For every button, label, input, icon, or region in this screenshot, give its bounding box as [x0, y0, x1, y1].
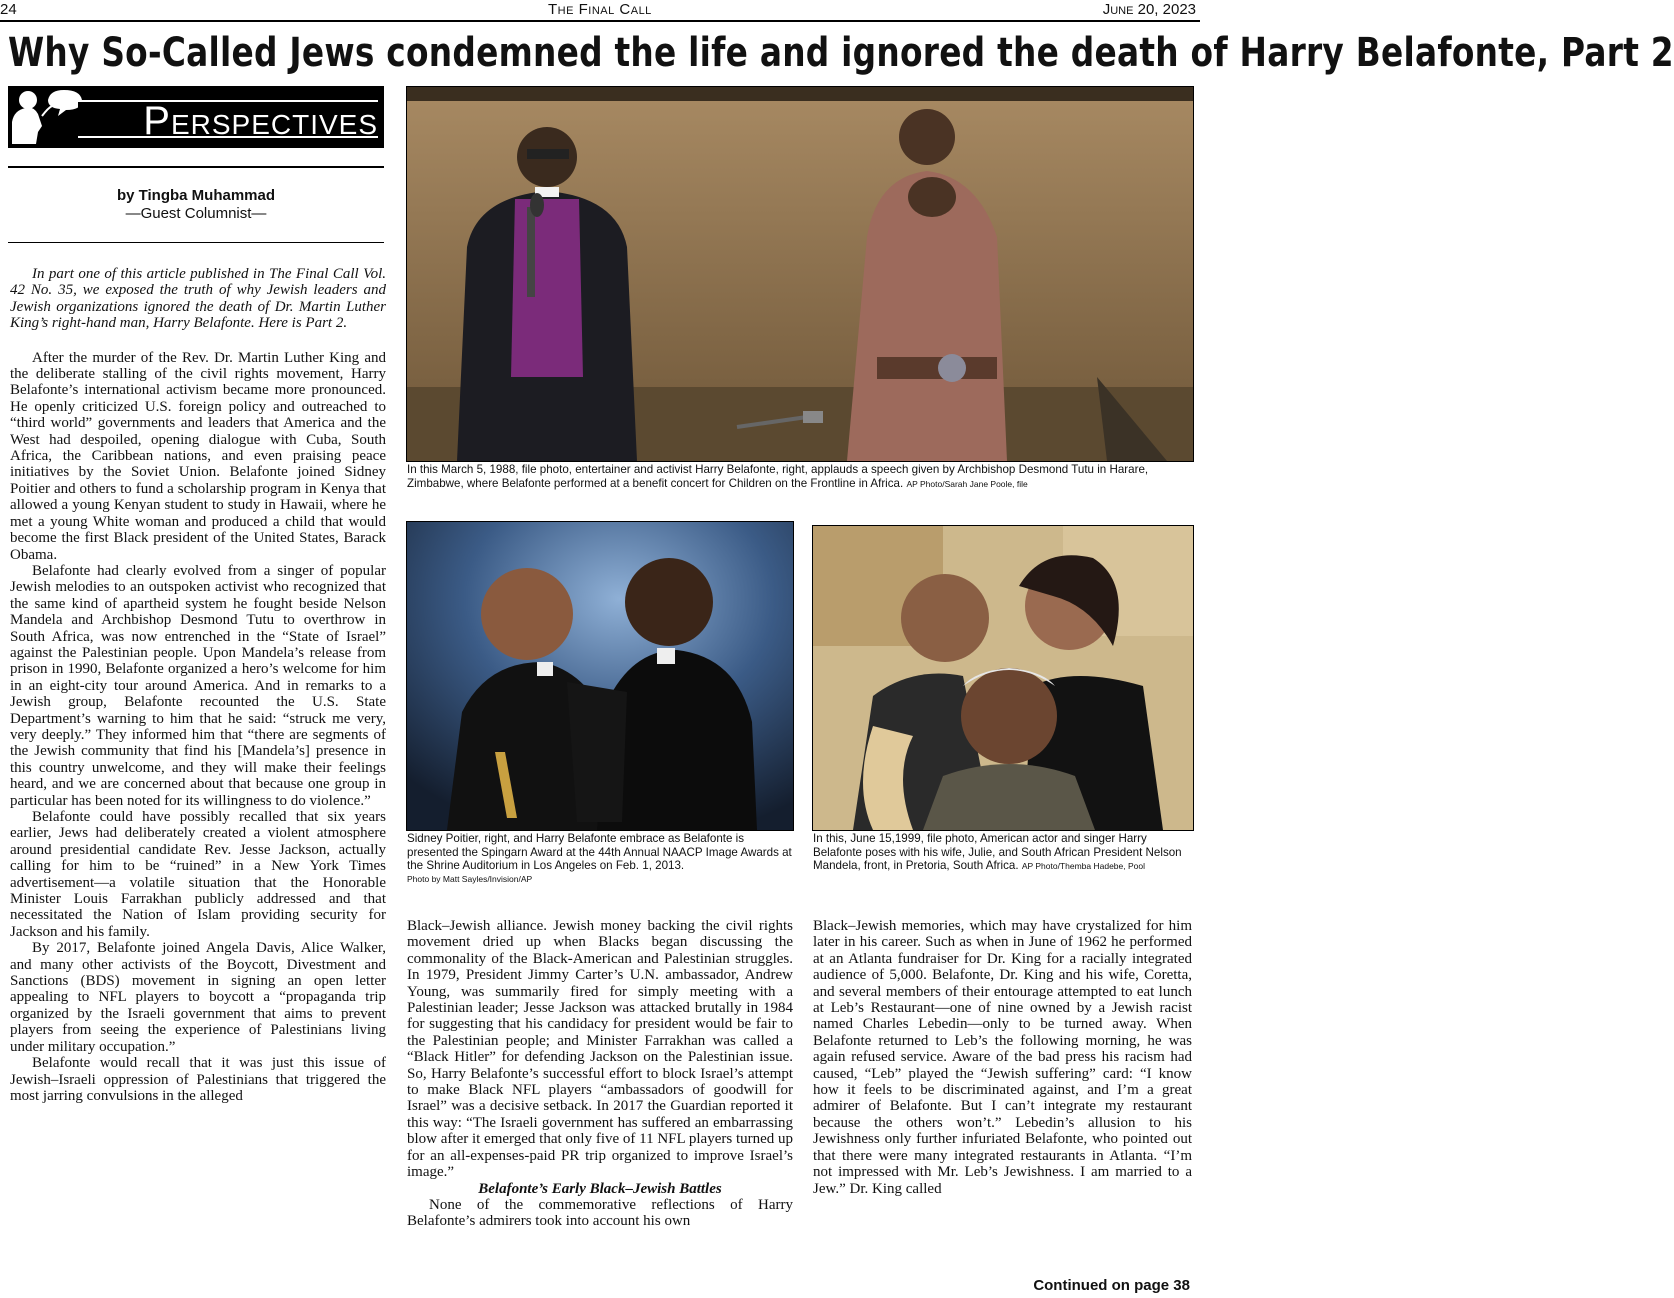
article-paragraph: Belafonte could have possibly recalled that six years earlier, Jews had deliberately created a violent atmosphere around presidential candidate Rev. Jesse Jackson, actually calling for him to be “ruined” in a New York Times advertisement—a volatile situation that the Honorable Minister Louis Farrakhan publicly addressed and that necessitated the Nation of Islam providing security for Jackson and his family. [10, 809, 386, 940]
article-column-2 [407, 918, 793, 1230]
logo-rule [8, 166, 384, 168]
byline [8, 187, 384, 223]
photo-caption-left [407, 832, 793, 886]
issue-date: June 20, 2023 [1102, 1, 1196, 18]
article-column-3 [813, 918, 1192, 1197]
logo-wordmark: Perspectives [78, 100, 378, 138]
article-column-1 [10, 266, 386, 1104]
article-paragraph: Belafonte had clearly evolved from a singer of popular Jewish melodies to an outspoken activist who recognized that the same kind of apartheid system he fought beside Nelson Mandela and Archbishop Desmond Tutu to overthrow in South Africa, was now entrenched in the “State of Israel” against the Palestinian people. Upon Mandela’s release from prison in 1990, Belafonte organized a hero’s welcome for him in an eight-city tour around America. And in remarks to a Jewish group, Belafonte recounted the U.S. State Department’s warning to him that he said: “struck me very, very deeply.” They informed him that “there are segments of the Jewish community that find his [Mandela’s] presence in this country unwelcome, and they will make their feelings heard, and we are concerned about that because one group in particular has been noted for its willingness to do violence.” [10, 562, 386, 809]
byline-rule [8, 242, 384, 243]
caption-text: Sidney Poitier, right, and Harry Belafonte embrace as Belafonte is presented the Spingarn Award at the 44th Annual NAACP Image Awards at the Shrine Auditorium in Los Angeles on Feb. 1, 2013. [407, 832, 792, 873]
photo-credit: AP Photo/Themba Hadebe, Pool [1021, 861, 1145, 872]
article-intro: In part one of this article published in The Final Call Vol. 42 No. 35, we exposed the truth of why Jewish leaders and Jewish organizations ignored the death of Dr. Martin Luther King’s right-hand man, Harry Belafonte. Here is Part 2. [10, 266, 386, 332]
photo-credit: Photo by Matt Sayles/Invision/AP [407, 873, 533, 884]
photo-belafonte-mandela [812, 525, 1194, 831]
photo-caption-right [813, 832, 1193, 874]
caption-text: In this, June 15,1999, file photo, American actor and singer Harry Belafonte poses with his wife, Julie, and South African President Nelson Mandela, front, in Pretoria, South Africa. [813, 832, 1182, 873]
photo-belafonte-tutu [406, 86, 1194, 462]
caption-text: In this March 5, 1988, file photo, entertainer and activist Harry Belafonte, right, applauds a speech given by Archbishop Desmond Tutu in Harare, Zimbabwe, where Belafonte performed at a benefit concert for Children on the Frontline in Africa. [407, 463, 1149, 490]
continued-link[interactable]: Continued on page 38 [1033, 1277, 1190, 1294]
article-headline: Why So-Called Jews condemned the life and ignored the death of Harry Belafonte, Part 2 [8, 30, 1674, 76]
photo-caption-top [407, 463, 1193, 491]
photo-poitier-belafonte [406, 521, 794, 831]
author-role: —Guest Columnist— [125, 205, 267, 222]
article-paragraph: Black–Jewish memories, which may have crystalized for him later in his career. Such as when in June of 1962 he performed at an Atlanta fundraiser for Dr. King for a racially integrated audience of 5,000. Belafonte, Dr. King and his wife, Coretta, and several members of their entourage attempted to eat lunch at Leb’s Restaurant—one of nine owned by a Jewish racist named Charles Lebedin—only to be turned away. When Belafonte returned to Leb’s the following morning, he was again refused service. Aware of the bad press his racism had caused, “Leb” played the “Jewish suffering” card: “I know how it feels to be discriminated against, and I’m a great admirer of Belafonte. But I can’t integrate my restaurant because the others won’t.” Lebedin’s allusion to his Jewishness only further infuriated Belafonte, who pointed out that there were many integrated restaurants in Atlanta. “I’m not impressed with Mr. Leb’s Jewishness. I am married to a Jew.” Dr. King called [813, 918, 1192, 1197]
article-paragraph: After the murder of the Rev. Dr. Martin Luther King and the deliberate stalling of the civil rights movement, Harry Belafonte’s international activism became more pronounced. He openly criticized U.S. foreign policy and outreached to “third world” governments and leaders that America and the West had despoiled, opening dialogue with Cuba, South Africa, the Caribbean nations, and even praising peace initiatives by the Soviet Union. Belafonte joined Sidney Poitier and others to fund a scholarship program in Kenya that allowed a young Kenyan student to study in Hawaii, where he met a young White woman and produced a child that would become the first Black president of the United States, Barack Obama. [10, 349, 386, 563]
perspectives-logo [8, 86, 384, 148]
section-subhead: Belafonte’s Early Black–Jewish Battles [478, 1180, 722, 1197]
author-name: by Tingba Muhammad [116, 187, 276, 204]
article-paragraph: None of the commemorative reflections of Harry Belafonte’s admirers took into account his own [407, 1196, 793, 1230]
publication-name: The Final Call [548, 1, 652, 18]
page-header [0, 0, 1200, 22]
page-number: 24 [0, 1, 17, 18]
article-paragraph: Black–Jewish alliance. Jewish money backing the civil rights movement dried up when Blacks began discussing the commonality of the Black-American and Palestinian struggles. In 1979, President Jimmy Carter’s U.N. ambassador, Andrew Young, was summarily fired for simply meeting with a Palestinian leader; Jesse Jackson was attacked brutally in 1984 for suggesting that his candidacy for president would be fair to the Palestinian people; and Minister Farrakhan was called a “Black Hitler” for defending Jackson on the Palestinian issue. So, Harry Belafonte’s successful effort to block Israel’s attempt to make Black NFL players “ambassadors of goodwill for Israel” was a decisive setback. In 2017 the Guardian reported it this way: “The Israeli government has suffered an embarrassing blow after it emerged that only five of 11 NFL players turned up for an all-expenses-paid PR trip organized to improve Israel’s image.” [407, 918, 794, 1181]
article-paragraph: Belafonte would recall that it was just this issue of Jewish–Israeli oppression of Palestinians that triggered the most jarring convulsions in the alleged [10, 1055, 386, 1104]
article-paragraph: By 2017, Belafonte joined Angela Davis, Alice Walker, and many other activists of the Boycott, Divestment and Sanctions (BDS) movement in signing an open letter appealing to NFL players to boycott a “propaganda trip organized by the Israeli government that aims to prevent players from seeing the experience of Palestinians living under military occupation.” [10, 940, 386, 1055]
photo-credit: AP Photo/Sarah Jane Poole, file [906, 478, 1028, 489]
